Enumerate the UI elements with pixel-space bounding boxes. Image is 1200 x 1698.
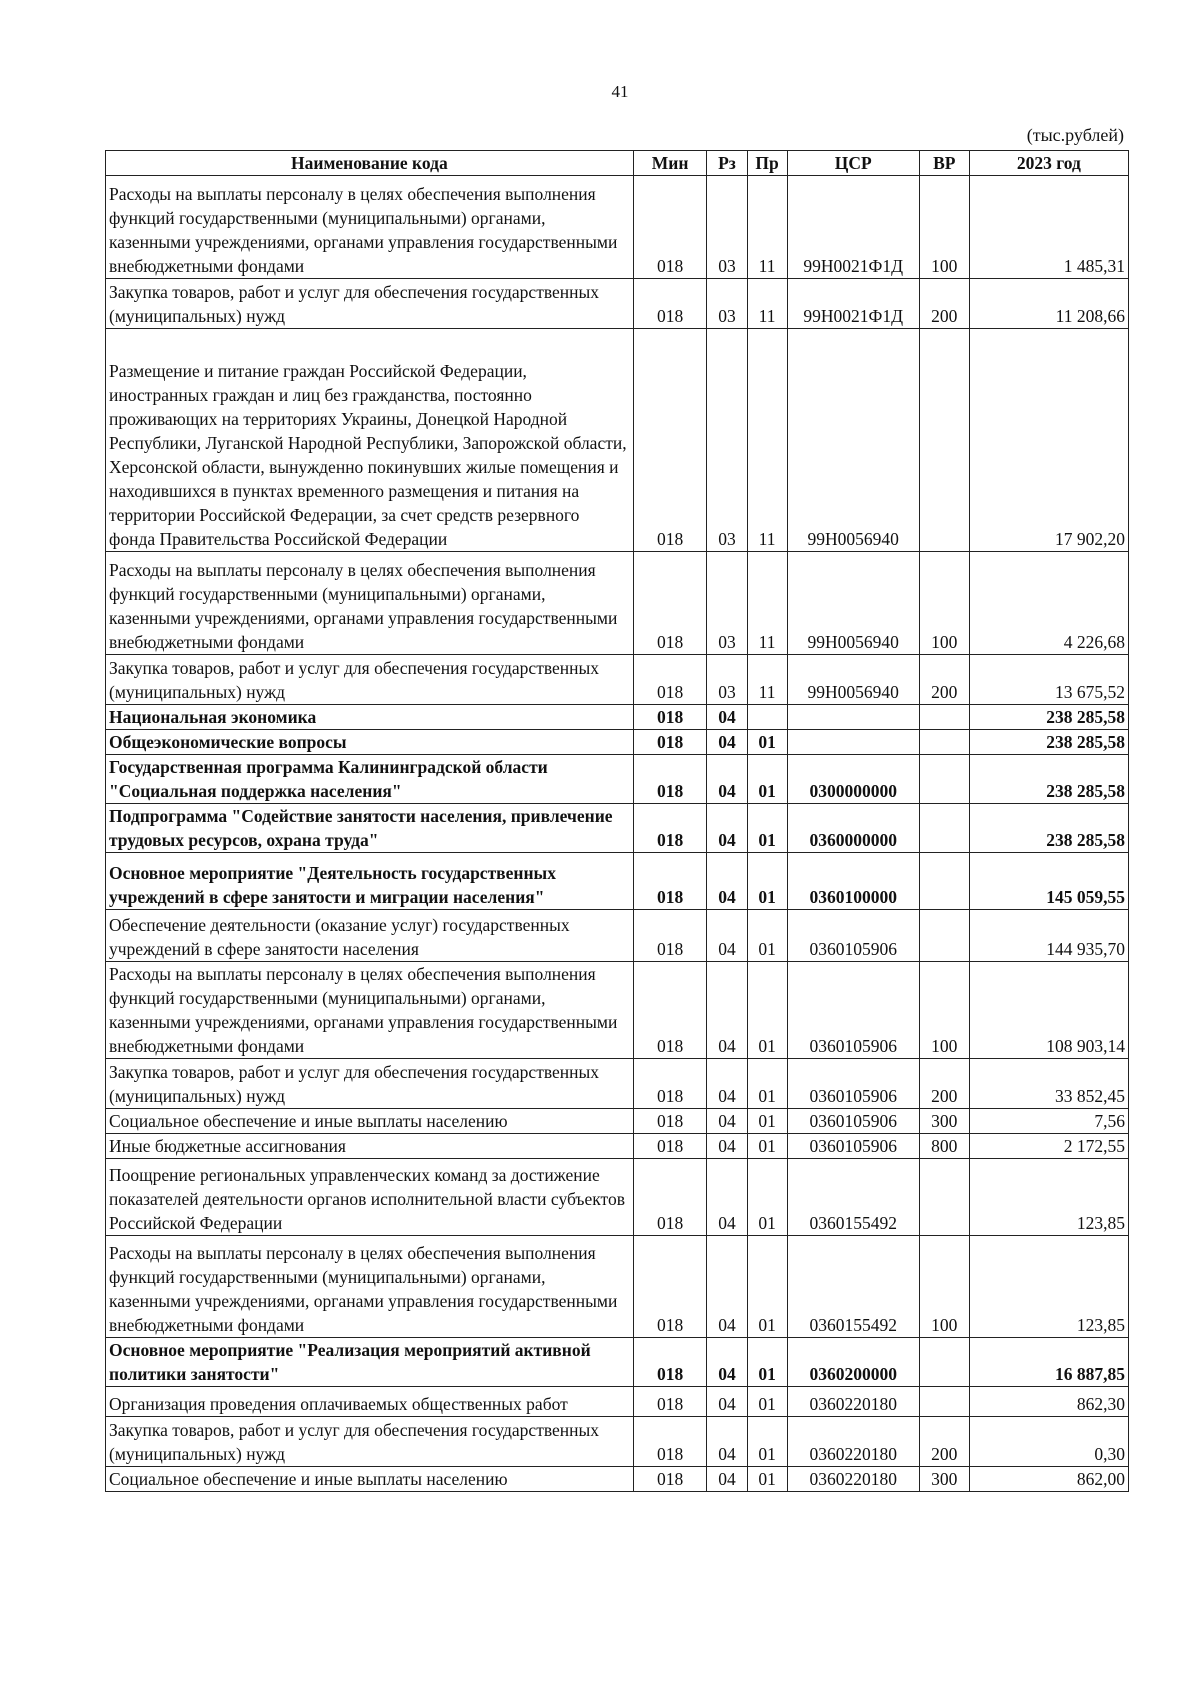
cell-amount: 145 059,55 [969,853,1128,910]
cell-name: Расходы на выплаты персоналу в целях обеспечения выполнения функций государственными (муниципальными) органами, казенными учреждениями, органами управления государственными внебюджетными фондами [106,552,634,655]
header-vr: ВР [919,151,969,176]
cell-amount: 16 887,85 [969,1338,1128,1387]
cell-rz: 04 [707,705,747,730]
cell-vr [919,329,969,552]
header-name: Наименование кода [106,151,634,176]
cell-name: Социальное обеспечение и иные выплаты населению [106,1109,634,1134]
cell-name: Обеспечение деятельности (оказание услуг) государственных учреждений в сфере занятости населения [106,910,634,962]
cell-csr: 0360155492 [787,1159,919,1236]
table-row [106,705,1129,730]
cell-csr: 0300000000 [787,755,919,804]
cell-amount: 2 172,55 [969,1134,1128,1159]
cell-csr [787,705,919,730]
table-row [106,853,1129,910]
cell-vr: 200 [919,655,969,705]
cell-amount: 17 902,20 [969,329,1128,552]
table-row [106,1059,1129,1109]
table-row [106,804,1129,853]
cell-pr: 01 [747,1338,787,1387]
cell-name: Основное мероприятие "Реализация мероприятий активной политики занятости" [106,1338,634,1387]
cell-amount: 7,56 [969,1109,1128,1134]
table-row [106,910,1129,962]
cell-rz: 04 [707,730,747,755]
cell-rz: 04 [707,1417,747,1467]
table-row [106,1159,1129,1236]
cell-rz: 04 [707,1467,747,1492]
header-row [106,151,1129,176]
cell-min: 018 [633,1109,707,1134]
cell-csr: 0360105906 [787,962,919,1059]
cell-pr: 01 [747,1236,787,1338]
cell-min: 018 [633,910,707,962]
cell-min: 018 [633,705,707,730]
cell-vr: 200 [919,279,969,329]
cell-min: 018 [633,755,707,804]
cell-amount: 144 935,70 [969,910,1128,962]
cell-pr: 01 [747,962,787,1059]
cell-vr [919,1338,969,1387]
cell-vr: 200 [919,1417,969,1467]
cell-pr: 01 [747,910,787,962]
cell-min: 018 [633,655,707,705]
cell-csr: 0360200000 [787,1338,919,1387]
cell-pr [747,705,787,730]
cell-pr: 01 [747,1134,787,1159]
cell-pr: 11 [747,655,787,705]
cell-rz: 04 [707,1134,747,1159]
cell-min: 018 [633,853,707,910]
cell-amount: 123,85 [969,1159,1128,1236]
cell-amount: 238 285,58 [969,804,1128,853]
cell-csr: 99Н0021Ф1Д [787,279,919,329]
table-row [106,1134,1129,1159]
cell-name: Организация проведения оплачиваемых общественных работ [106,1387,634,1417]
cell-name: Иные бюджетные ассигнования [106,1134,634,1159]
header-pr: Пр [747,151,787,176]
cell-pr: 01 [747,853,787,910]
cell-vr: 100 [919,552,969,655]
cell-min: 018 [633,730,707,755]
cell-pr: 01 [747,1159,787,1236]
page-number: 41 [611,82,629,101]
cell-rz: 04 [707,755,747,804]
cell-name: Закупка товаров, работ и услуг для обеспечения государственных (муниципальных) нужд [106,279,634,329]
cell-csr: 0360220180 [787,1387,919,1417]
cell-rz: 04 [707,1109,747,1134]
cell-min: 018 [633,1159,707,1236]
cell-min: 018 [633,176,707,279]
cell-min: 018 [633,1417,707,1467]
cell-pr: 11 [747,279,787,329]
cell-csr: 99Н0056940 [787,655,919,705]
cell-amount: 13 675,52 [969,655,1128,705]
table-row [106,962,1129,1059]
table-row [106,176,1129,279]
cell-amount: 11 208,66 [969,279,1128,329]
cell-rz: 04 [707,910,747,962]
table-row [106,755,1129,804]
cell-csr: 0360105906 [787,1059,919,1109]
cell-name: Расходы на выплаты персоналу в целях обеспечения выполнения функций государственными (муниципальными) органами, казенными учреждениями, органами управления государственными внебюджетными фондами [106,1236,634,1338]
cell-amount: 0,30 [969,1417,1128,1467]
cell-vr [919,853,969,910]
cell-amount: 4 226,68 [969,552,1128,655]
table-row [106,329,1129,552]
cell-name: Основное мероприятие "Деятельность государственных учреждений в сфере занятости и миграции населения" [106,853,634,910]
cell-csr: 0360100000 [787,853,919,910]
cell-name: Расходы на выплаты персоналу в целях обеспечения выполнения функций государственными (муниципальными) органами, казенными учреждениями, органами управления государственными внебюджетными фондами [106,962,634,1059]
cell-csr: 0360105906 [787,910,919,962]
cell-amount: 238 285,58 [969,730,1128,755]
cell-vr [919,1159,969,1236]
cell-amount: 1 485,31 [969,176,1128,279]
cell-amount: 108 903,14 [969,962,1128,1059]
cell-name: Закупка товаров, работ и услуг для обеспечения государственных (муниципальных) нужд [106,1059,634,1109]
cell-amount: 33 852,45 [969,1059,1128,1109]
cell-vr: 300 [919,1109,969,1134]
cell-min: 018 [633,1387,707,1417]
cell-vr: 100 [919,962,969,1059]
cell-csr: 99Н0021Ф1Д [787,176,919,279]
table-row [106,1417,1129,1467]
cell-min: 018 [633,552,707,655]
table-row [106,1109,1129,1134]
table-row [106,1236,1129,1338]
cell-name: Социальное обеспечение и иные выплаты населению [106,1467,634,1492]
cell-min: 018 [633,804,707,853]
header-min: Мин [633,151,707,176]
cell-rz: 04 [707,962,747,1059]
cell-rz: 03 [707,176,747,279]
cell-rz: 04 [707,1236,747,1338]
cell-pr: 01 [747,1059,787,1109]
cell-pr: 11 [747,552,787,655]
cell-csr: 99Н0056940 [787,329,919,552]
cell-min: 018 [633,962,707,1059]
cell-amount: 238 285,58 [969,705,1128,730]
table-row [106,552,1129,655]
cell-rz: 03 [707,655,747,705]
cell-amount: 862,30 [969,1387,1128,1417]
cell-rz: 04 [707,1159,747,1236]
cell-csr: 99Н0056940 [787,552,919,655]
cell-pr: 01 [747,804,787,853]
cell-name: Расходы на выплаты персоналу в целях обеспечения выполнения функций государственными (муниципальными) органами, казенными учреждениями, органами управления государственными внебюджетными фондами [106,176,634,279]
cell-min: 018 [633,1059,707,1109]
cell-vr [919,910,969,962]
cell-min: 018 [633,279,707,329]
cell-amount: 123,85 [969,1236,1128,1338]
table-row [106,1387,1129,1417]
cell-vr [919,755,969,804]
cell-vr [919,730,969,755]
cell-pr: 01 [747,1417,787,1467]
cell-name: Национальная экономика [106,705,634,730]
table-row [106,655,1129,705]
units-label: (тыс.рублей) [1026,125,1124,145]
cell-vr: 800 [919,1134,969,1159]
table-row [106,279,1129,329]
cell-rz: 04 [707,1059,747,1109]
cell-pr: 01 [747,730,787,755]
cell-pr: 01 [747,1467,787,1492]
cell-csr: 0360155492 [787,1236,919,1338]
cell-rz: 03 [707,279,747,329]
cell-amount: 238 285,58 [969,755,1128,804]
cell-min: 018 [633,329,707,552]
cell-name: Государственная программа Калининградской области "Социальная поддержка населения" [106,755,634,804]
cell-pr: 11 [747,176,787,279]
cell-pr: 01 [747,1109,787,1134]
header-rz: Рз [707,151,747,176]
table-row [106,730,1129,755]
cell-rz: 03 [707,329,747,552]
cell-csr: 0360000000 [787,804,919,853]
cell-pr: 11 [747,329,787,552]
cell-min: 018 [633,1236,707,1338]
cell-vr: 100 [919,176,969,279]
cell-vr [919,705,969,730]
cell-pr: 01 [747,1387,787,1417]
cell-csr: 0360105906 [787,1134,919,1159]
cell-min: 018 [633,1134,707,1159]
cell-rz: 03 [707,552,747,655]
cell-rz: 04 [707,804,747,853]
cell-min: 018 [633,1467,707,1492]
cell-name: Закупка товаров, работ и услуг для обеспечения государственных (муниципальных) нужд [106,655,634,705]
cell-name: Общеэкономические вопросы [106,730,634,755]
cell-name: Размещение и питание граждан Российской Федерации, иностранных граждан и лиц без гражданства, постоянно проживающих на территориях Украины, Донецкой Народной Республики, Луганской Народной Республики, Запорожской области, Херсонской области, вынужденно покинувших жилые помещения и находившихся в пунктах временного размещения и питания на территории Российской Федерации, за счет средств резервного фонда Правительства Российской Федерации [106,329,634,552]
cell-rz: 04 [707,1338,747,1387]
cell-vr: 300 [919,1467,969,1492]
cell-vr [919,1387,969,1417]
cell-amount: 862,00 [969,1467,1128,1492]
header-year: 2023 год [969,151,1128,176]
cell-csr: 0360105906 [787,1109,919,1134]
cell-vr: 100 [919,1236,969,1338]
cell-csr [787,730,919,755]
table-body [106,176,1129,1492]
table-row [106,1467,1129,1492]
cell-csr: 0360220180 [787,1417,919,1467]
cell-name: Подпрограмма "Содействие занятости населения, привлечение трудовых ресурсов, охрана труда" [106,804,634,853]
cell-rz: 04 [707,853,747,910]
cell-name: Поощрение региональных управленческих команд за достижение показателей деятельности органов исполнительной власти субъектов Российской Федерации [106,1159,634,1236]
cell-name: Закупка товаров, работ и услуг для обеспечения государственных (муниципальных) нужд [106,1417,634,1467]
cell-pr: 01 [747,755,787,804]
cell-vr: 200 [919,1059,969,1109]
header-csr: ЦСР [787,151,919,176]
cell-csr: 0360220180 [787,1467,919,1492]
budget-table [105,150,1129,1492]
cell-vr [919,804,969,853]
cell-min: 018 [633,1338,707,1387]
cell-rz: 04 [707,1387,747,1417]
table-row [106,1338,1129,1387]
